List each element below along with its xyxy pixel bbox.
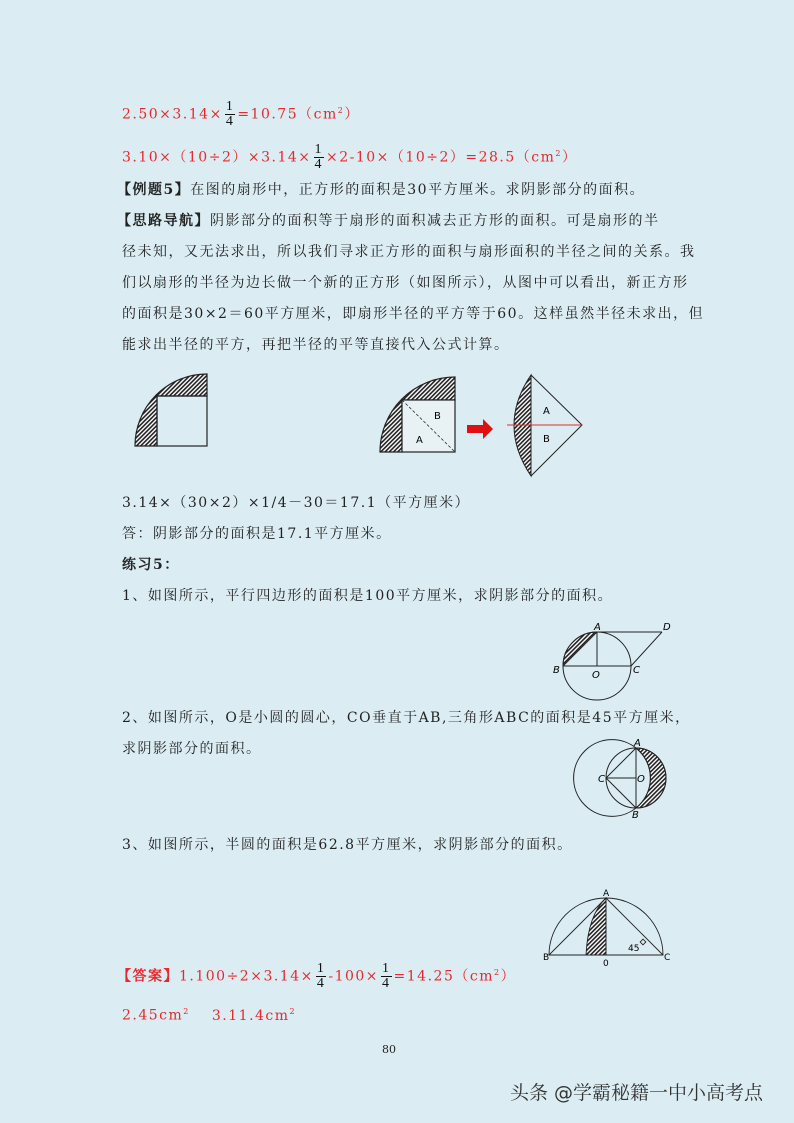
problem-2b: 求阴影部分的面积。 (122, 741, 262, 757)
svg-text:0: 0 (603, 959, 609, 969)
svg-text:A: A (594, 622, 601, 633)
calculation: 3.14×（30×2）×1/4－30＝17.1（平方厘米） (122, 495, 471, 511)
svg-text:C: C (598, 774, 605, 785)
svg-text:O: O (637, 774, 645, 785)
answers-2-3: $2.45cm^2$ $3.11.4cm^2$ (122, 1007, 297, 1024)
label-b: B (434, 411, 441, 422)
svg-text:A: A (634, 738, 641, 749)
page-number: 80 (382, 1043, 396, 1056)
rearranged-figure (507, 375, 582, 476)
guide-2: 径未知，又无法求出，所以我们寻求正方形的面积与扇形面积的半径之间的关系。我 (122, 244, 696, 260)
answers-1: 【答案】1.100÷2×3.14× $\frac{1}{4}$ -100× $\frac{1}{4}$ $=14.25(cm^2)$ (117, 961, 517, 991)
problem-1: 1、如图所示，平行四边形的面积是100平方厘米，求阴影部分的面积。 (122, 588, 614, 604)
label-a: A (416, 435, 423, 446)
problem-2a: 2、如图所示，O是小圆的圆心，CO垂直于AB,三角形ABC的面积是45平方厘米， (122, 710, 691, 726)
svg-text:C: C (664, 953, 671, 963)
svg-text:B: B (543, 953, 550, 963)
svg-text:B: B (632, 810, 639, 821)
svg-text:45: 45 (628, 944, 640, 954)
label-b: B (543, 434, 550, 445)
guide-5: 能求出半径的平方，再把半径的平等直接代入公式计算。 (122, 337, 510, 353)
svg-text:D: D (663, 622, 671, 633)
problem-3-figure (549, 898, 663, 955)
answer: 答：阴影部分的面积是17.1平方厘米。 (122, 526, 392, 542)
practice-heading: 练习5： (122, 557, 180, 573)
guide-3: 们以扇形的半径为边长做一个新的正方形（如图所示），从图中可以看出，新正方形 (122, 275, 689, 291)
example-5: 【例题5】在图的扇形中，正方形的面积是30平方厘米。求阴影部分的面积。 (117, 182, 646, 198)
guide-1: 【思路导航】阴影部分的面积等于扇形的面积减去正方形的面积。可是扇形的半 (117, 213, 660, 229)
solution-3: 3.10×（10÷2）×3.14× $\frac{1}{4}$ $\times 2-10\times(10\div 2)=28.5(cm^2)$ (122, 142, 578, 172)
svg-text:C: C (633, 665, 640, 676)
problem-2-figure (574, 740, 666, 817)
label-a: A (543, 406, 550, 417)
problem-1-figure (563, 632, 662, 700)
sector-figure-1 (135, 374, 207, 446)
svg-text:B: B (553, 665, 560, 676)
solution-2: 2.50×3.14× $\frac{1}{4}$ $=10.75(cm^2)$ (122, 99, 360, 129)
arrow-right-icon (467, 419, 493, 439)
svg-text:O: O (592, 670, 600, 681)
svg-text:A: A (603, 889, 610, 899)
guide-4: 的面积是30×2＝60平方厘米，即扇形半径的平方等于60。这样虽然半径未求出，但 (122, 306, 705, 322)
problem-3: 3、如图所示，半圆的面积是62.8平方厘米，求阴影部分的面积。 (122, 837, 573, 853)
watermark: 头条 @学霸秘籍一中小高考点 (510, 1082, 764, 1104)
